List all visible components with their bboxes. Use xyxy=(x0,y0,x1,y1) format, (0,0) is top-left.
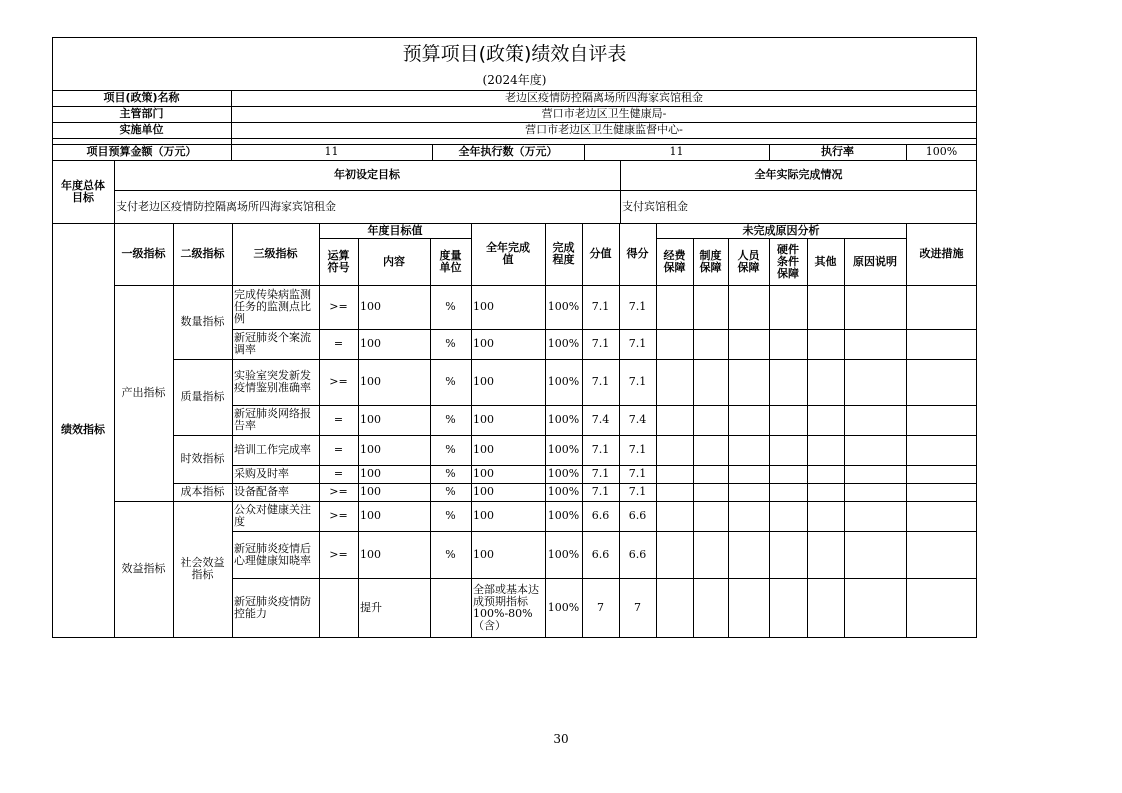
score: 7.1 xyxy=(628,300,647,313)
target-content: 100 xyxy=(360,443,381,456)
grid-line xyxy=(52,138,977,139)
annual-goal-label: 年度总体目标 xyxy=(61,178,105,204)
header-full-year: 全年完成值 xyxy=(486,241,530,266)
operator: = xyxy=(333,337,344,350)
group-output: 产出指标 xyxy=(121,386,166,399)
score: 7.4 xyxy=(628,413,647,426)
operator: = xyxy=(333,467,344,480)
operator: >= xyxy=(329,485,348,498)
group-benefit: 效益指标 xyxy=(121,562,166,575)
header-reason-funding: 经费保障 xyxy=(663,248,686,274)
page-number: 30 xyxy=(553,732,569,746)
header-reason-system: 制度保障 xyxy=(699,248,722,274)
table-year: (2024年度) xyxy=(482,73,547,87)
indicator-name: 新冠肺炎网络报告率 xyxy=(234,407,311,432)
completion-degree: 100% xyxy=(547,467,580,480)
completion-degree: 100% xyxy=(547,509,580,522)
table-grid xyxy=(52,37,977,637)
group-quality: 质量指标 xyxy=(180,390,225,403)
unit: % xyxy=(445,485,456,498)
score-value: 6.6 xyxy=(591,547,610,561)
score: 7.1 xyxy=(628,337,647,350)
header-content: 内容 xyxy=(383,254,405,268)
score-value: 7.1 xyxy=(591,300,610,313)
grid-line xyxy=(114,160,115,637)
grid-line xyxy=(232,578,977,579)
operator: >= xyxy=(329,547,348,561)
target-content: 100 xyxy=(360,375,381,388)
unit: % xyxy=(445,547,456,561)
full-year-value: 100 xyxy=(473,485,494,498)
header-improve: 改进措施 xyxy=(919,247,964,260)
header-unit: 度量单位 xyxy=(439,248,462,274)
group-timeliness: 时效指标 xyxy=(180,452,225,465)
dept-value: 营口市老边区卫生健康局- xyxy=(541,107,667,120)
score: 7.1 xyxy=(628,485,647,498)
actual-goal-text: 支付宾馆租金 xyxy=(622,199,688,213)
full-year-value: 全部或基本达成预期指标100%-80%（含） xyxy=(473,582,539,632)
completion-degree: 100% xyxy=(547,443,580,456)
header-reason-hardware: 硬件条件保障 xyxy=(777,242,799,280)
operator: >= xyxy=(329,509,348,522)
target-content: 提升 xyxy=(360,600,382,614)
table-title: 预算项目(政策)绩效自评表 xyxy=(402,43,627,65)
full-year-value: 100 xyxy=(473,337,494,350)
score-value: 7.1 xyxy=(591,337,610,350)
target-content: 100 xyxy=(360,337,381,350)
header-reason-note: 原因说明 xyxy=(853,254,897,268)
grid-line xyxy=(173,483,977,484)
score: 7.1 xyxy=(628,467,647,480)
indicator-name: 采购及时率 xyxy=(234,467,289,480)
group-social: 社会效益指标 xyxy=(180,556,225,581)
initial-goal-text: 支付老边区疫情防控隔离场所四海家宾馆租金 xyxy=(116,199,336,213)
indicator-name: 新冠肺炎个案流调率 xyxy=(234,331,311,356)
target-content: 100 xyxy=(360,413,381,426)
group-quantity: 数量指标 xyxy=(180,315,225,328)
grid-line xyxy=(52,223,977,224)
grid-line xyxy=(52,122,977,123)
indicator-name: 公众对健康关注度 xyxy=(234,503,311,528)
grid-line xyxy=(173,435,977,436)
completion-degree: 100% xyxy=(547,485,580,498)
operator: = xyxy=(333,413,344,426)
operator: >= xyxy=(329,300,348,313)
full-year-value: 100 xyxy=(473,443,494,456)
full-year-value: 100 xyxy=(473,509,494,522)
target-content: 100 xyxy=(360,467,381,480)
grid-line xyxy=(52,90,977,91)
grid-line xyxy=(232,223,233,637)
grid-line xyxy=(906,144,907,160)
grid-line xyxy=(52,37,53,637)
full-year-value: 100 xyxy=(473,413,494,426)
header-reason-other: 其他 xyxy=(814,254,837,268)
header-reason-staff: 人员保障 xyxy=(737,248,760,274)
indicator-name: 完成传染病监测任务的监测点比例 xyxy=(234,288,311,325)
initial-goal-header: 年初设定目标 xyxy=(334,168,400,181)
grid-line xyxy=(173,359,977,360)
score-value: 7.4 xyxy=(591,413,610,426)
self-evaluation-table xyxy=(52,37,977,637)
score: 7 xyxy=(634,600,641,614)
grid-line xyxy=(52,106,977,107)
group-cost: 成本指标 xyxy=(180,485,225,498)
target-content: 100 xyxy=(360,485,381,498)
grid-line xyxy=(319,223,320,637)
score-value: 7.1 xyxy=(591,375,610,388)
impl-label: 实施单位 xyxy=(119,123,164,136)
unit: % xyxy=(445,443,456,456)
impl-value: 营口市老边区卫生健康监督中心- xyxy=(525,123,683,136)
header-op: 运算符号 xyxy=(327,248,350,274)
grid-line xyxy=(656,223,657,637)
grid-line xyxy=(471,223,472,637)
completion-degree: 100% xyxy=(547,337,580,350)
rate-value: 100% xyxy=(925,145,958,158)
rate-label: 执行率 xyxy=(821,145,854,158)
score: 7.1 xyxy=(628,443,647,456)
score-value: 7.1 xyxy=(591,485,610,498)
perf-section-label: 绩效指标 xyxy=(61,423,105,436)
dept-label: 主管部门 xyxy=(119,107,164,120)
header-l1: 一级指标 xyxy=(121,247,166,260)
indicator-name: 设备配备率 xyxy=(234,485,289,498)
unit: % xyxy=(445,467,456,480)
grid-line xyxy=(232,531,977,532)
target-content: 100 xyxy=(360,300,381,313)
unit: % xyxy=(445,375,456,388)
indicator-name: 新冠肺炎疫情后心理健康知晓率 xyxy=(234,541,311,567)
unit: % xyxy=(445,413,456,426)
completion-degree: 100% xyxy=(547,600,580,614)
operator: = xyxy=(333,443,344,456)
full-year-value: 100 xyxy=(473,300,494,313)
grid-line xyxy=(584,144,585,160)
target-content: 100 xyxy=(360,547,381,561)
header-reason-group: 未完成原因分析 xyxy=(742,223,820,237)
grid-line xyxy=(52,37,977,38)
full-year-value: 100 xyxy=(473,547,494,561)
grid-line xyxy=(906,223,907,637)
completion-degree: 100% xyxy=(547,547,580,561)
grid-line xyxy=(232,405,977,406)
grid-line xyxy=(231,90,232,160)
score: 7.1 xyxy=(628,375,647,388)
score: 6.6 xyxy=(628,509,647,522)
actual-goal-header: 全年实际完成情况 xyxy=(754,168,843,181)
header-target-group: 年度目标值 xyxy=(367,223,423,237)
completion-degree: 100% xyxy=(547,413,580,426)
header-degree: 完成程度 xyxy=(552,241,575,266)
score-value: 7 xyxy=(597,600,604,614)
header-score-value: 分值 xyxy=(589,247,612,260)
grid-line xyxy=(545,223,546,637)
score-value: 6.6 xyxy=(591,509,610,522)
unit: % xyxy=(445,509,456,522)
target-content: 100 xyxy=(360,509,381,522)
grid-line xyxy=(319,238,471,239)
score-value: 7.1 xyxy=(591,443,610,456)
grid-line xyxy=(232,329,977,330)
grid-line xyxy=(582,223,583,637)
grid-line xyxy=(52,144,977,145)
project-name-value: 老边区疫情防控隔离场所四海家宾馆租金 xyxy=(505,91,703,104)
full-year-value: 100 xyxy=(473,467,494,480)
completion-degree: 100% xyxy=(547,375,580,388)
grid-line xyxy=(619,223,620,637)
grid-line xyxy=(173,223,174,637)
grid-line xyxy=(976,37,977,637)
indicator-name: 培训工作完成率 xyxy=(234,443,311,456)
budget-label: 项目预算金额（万元） xyxy=(86,145,197,158)
score-value: 7.1 xyxy=(591,467,610,480)
unit: % xyxy=(445,300,456,313)
grid-line xyxy=(114,190,977,191)
grid-line xyxy=(52,160,977,161)
budget-value: 11 xyxy=(324,145,339,158)
header-score: 得分 xyxy=(626,247,649,260)
indicator-name: 实验室突发新发疫情鉴别准确率 xyxy=(234,369,311,394)
score: 6.6 xyxy=(628,547,647,561)
exec-value: 11 xyxy=(669,145,684,158)
exec-label: 全年执行数（万元） xyxy=(458,145,558,158)
header-l2: 二级指标 xyxy=(180,247,225,260)
indicator-name: 新冠肺炎疫情防控能力 xyxy=(234,594,311,620)
unit: % xyxy=(445,337,456,350)
grid-line xyxy=(52,637,977,638)
full-year-value: 100 xyxy=(473,375,494,388)
project-name-label: 项目(政策)名称 xyxy=(103,91,180,104)
grid-line xyxy=(114,501,977,502)
header-l3: 三级指标 xyxy=(253,247,298,260)
grid-line xyxy=(232,465,977,466)
completion-degree: 100% xyxy=(547,300,580,313)
grid-line xyxy=(620,160,621,223)
grid-line xyxy=(769,144,770,160)
operator: >= xyxy=(329,375,348,388)
grid-line xyxy=(432,144,433,160)
